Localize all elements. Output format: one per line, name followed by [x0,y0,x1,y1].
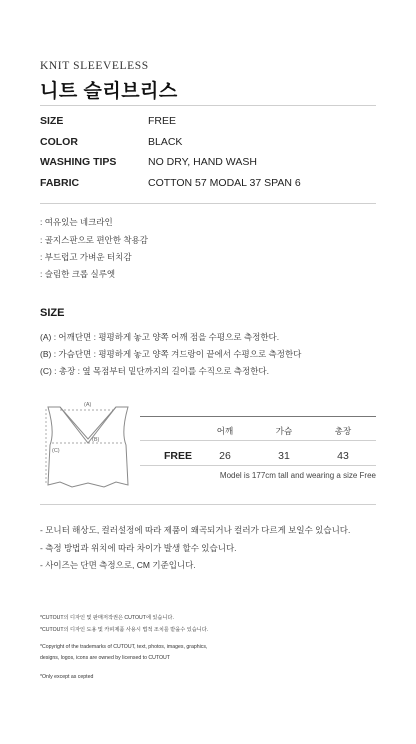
table-header-shoulder: 어깨 [216,426,234,436]
model-note: Model is 177cm tall and wearing a size Free [219,471,376,480]
diagram-label-a: (A) [84,402,92,408]
copyright-line: designs, logos, icons are owned by licensed to CUTOUT [40,655,170,661]
size-guide-b: (B) : 가슴단면 : 평평하게 놓고 양쪽 겨드랑이 끝에서 수평으로 측정한다 [40,349,302,359]
spec-label-fabric: FABRIC [40,177,80,189]
table-top-rule [140,416,376,417]
diagram-label-c: (C) [52,448,60,454]
table-header-rule [140,440,376,441]
notice-item: - 측정 방법과 위치에 따라 차이가 발생 할수 있습니다. [40,543,237,553]
notice-item: - 사이즈는 단면 측정으로, CM 기준입니다. [40,560,196,570]
sleeveless-top-outline [48,407,128,487]
notice-item: - 모니터 해상도, 컬러설정에 따라 제품이 왜곡되거나 컬러가 다르게 보일수 있습니다. [40,525,351,535]
spec-value-color: BLACK [148,136,183,148]
spec-label-washing: WASHING TIPS [40,156,117,168]
garment-diagram [38,399,138,494]
feature-item: : 여유있는 네크라인 [40,217,113,227]
size-guide-a: (A) : 어깨단면 : 평평하게 놓고 양쪽 어깨 점을 수평으로 측정한다. [40,332,280,342]
feature-item: : 부드럽고 가벼운 터치감 [40,252,132,262]
divider [40,203,376,204]
table-bottom-rule [140,465,376,466]
spec-value-size: FREE [148,115,177,127]
table-cell-chest: 31 [278,450,290,462]
diagram-label-b: (B) [92,437,100,443]
spec-value-washing: NO DRY, HAND WASH [148,156,257,168]
divider [40,105,376,106]
table-header-chest: 가슴 [275,426,293,436]
table-header-length: 총장 [334,426,352,436]
spec-label-color: COLOR [40,136,78,148]
size-section-title: SIZE [40,307,65,319]
copyright-line: *CUTOUT의 디자인 및 판매저작권은 CUTOUT에 있습니다. [40,615,174,621]
feature-item: : 슬림한 크롭 실루엣 [40,269,116,279]
size-guide-c: (C) : 총장 : 옆 목점부터 밑단까지의 길이를 수직으로 측정한다. [40,366,269,376]
table-row-label: FREE [164,450,193,462]
brand-name-en: KNIT SLEEVELESS [40,60,149,72]
table-cell-shoulder: 26 [219,450,231,462]
spec-label-size: SIZE [40,115,64,127]
divider [40,504,376,505]
table-cell-length: 43 [337,450,349,462]
feature-item: : 골지스판으로 편안한 착용감 [40,235,148,245]
copyright-line: *Copyright of the trademarks of CUTOUT, text, photos, images, graphics, [40,644,208,650]
spec-value-fabric: COTTON 57 MODAL 37 SPAN 6 [148,177,301,189]
copyright-line: *Only except as cepted [40,674,94,680]
product-title: 니트 슬리브리스 [40,81,178,102]
copyright-line: *CUTOUT의 디자인 도용 및 카피제품 사용시 법적 조치를 받을수 있습니다. [40,627,209,633]
